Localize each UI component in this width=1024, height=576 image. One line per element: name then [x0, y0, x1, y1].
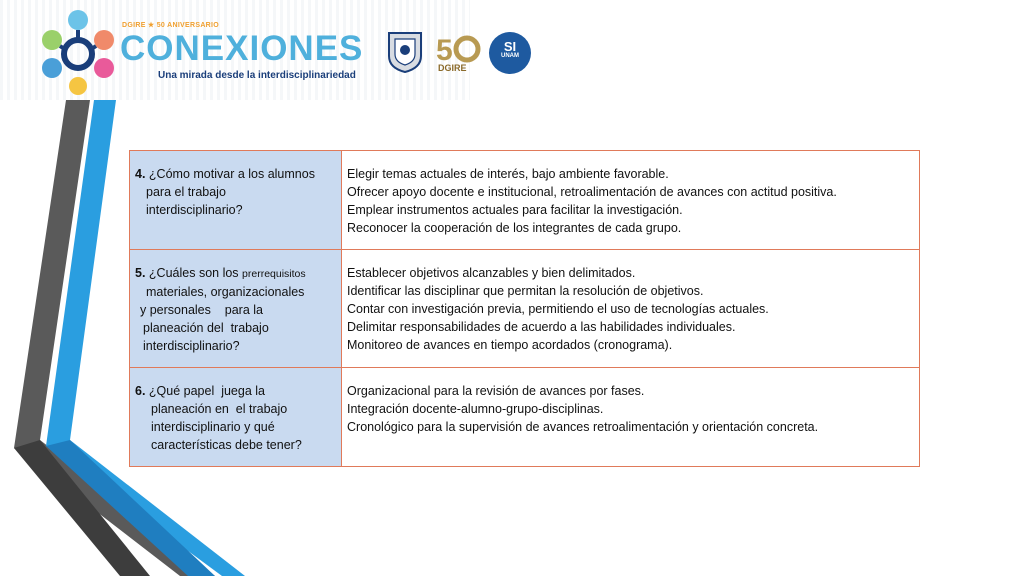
- answer-line: Organizacional para la revisión de avances por fases.: [347, 384, 645, 398]
- question-number: 5.: [135, 266, 146, 280]
- si-label: SI: [503, 39, 517, 54]
- question-line: características debe tener?: [151, 438, 302, 452]
- brand-title: CONEXIONES: [120, 29, 364, 68]
- answer-line: Ofrecer apoyo docente e institucional, retroalimentación de avances con actitud positiva.: [347, 185, 837, 199]
- question-text: ¿Qué papel juega la: [148, 384, 265, 398]
- conexiones-logo-icon: [38, 6, 118, 96]
- si-sub-label: UNAM: [501, 53, 519, 59]
- answer-line: Elegir temas actuales de interés, bajo ambiente favorable.: [347, 167, 669, 181]
- question-line: [135, 382, 337, 400]
- question-text: ¿Cómo motivar a los alumnos: [148, 167, 315, 181]
- dgire-label: DGIRE: [438, 63, 467, 73]
- question-line: planeación en el trabajo: [151, 402, 288, 416]
- question-text: ¿Cuáles son los: [148, 266, 239, 280]
- answer-line: Establecer objetivos alcanzables y bien delimitados.: [347, 266, 636, 280]
- answer-line: Emplear instrumentos actuales para facilitar la investigación.: [347, 203, 683, 217]
- table-row: [130, 250, 920, 368]
- question-line: y personales para la: [140, 303, 263, 317]
- answer-line: Delimitar responsabilidades de acuerdo a las habilidades individuales.: [347, 320, 736, 334]
- question-text-small: prerrequisitos: [242, 268, 306, 280]
- answer-cell: [342, 151, 920, 250]
- answer-line: Reconocer la cooperación de los integrantes de cada grupo.: [347, 221, 682, 235]
- answer-cell: [342, 368, 920, 467]
- answer-line: Identificar las disciplinar que permitan la resolución de objetivos.: [347, 284, 704, 298]
- svg-text:5: 5: [436, 34, 453, 67]
- question-number: 4.: [135, 167, 146, 181]
- answer-cell: [342, 250, 920, 368]
- question-line: [135, 264, 337, 283]
- question-cell: [130, 151, 342, 250]
- answer-line: Contar con investigación previa, permitiendo el uso de tecnologías actuales.: [347, 302, 769, 316]
- answer-line: Cronológico para la supervisión de avances retroalimentación y orientación concreta.: [347, 420, 819, 434]
- question-line: para el trabajo: [146, 185, 226, 199]
- question-line: interdisciplinario y qué: [151, 420, 275, 434]
- question-line: [135, 165, 337, 183]
- answer-line: Monitoreo de avances en tiempo acordados (cronograma).: [347, 338, 673, 352]
- question-cell: [130, 250, 342, 368]
- table-row: [130, 151, 920, 250]
- anniversary-label: DGIRE ★ 50 ANIVERSARIO: [122, 22, 220, 29]
- question-line: materiales, organizacionales: [146, 285, 305, 299]
- question-line: planeación del trabajo: [143, 321, 269, 335]
- table-row: [130, 368, 920, 467]
- si-unam-badge: [489, 32, 531, 74]
- answer-line: Integración docente-alumno-grupo-disciplinas.: [347, 402, 604, 416]
- question-cell: [130, 368, 342, 467]
- question-number: 6.: [135, 384, 146, 398]
- question-line: interdisciplinario?: [146, 203, 243, 217]
- question-line: interdisciplinario?: [143, 339, 240, 353]
- brand-subtitle: Una mirada desde la interdisciplinariedad: [158, 70, 356, 81]
- unam-shield-icon: [386, 30, 424, 74]
- questions-table: [129, 150, 920, 467]
